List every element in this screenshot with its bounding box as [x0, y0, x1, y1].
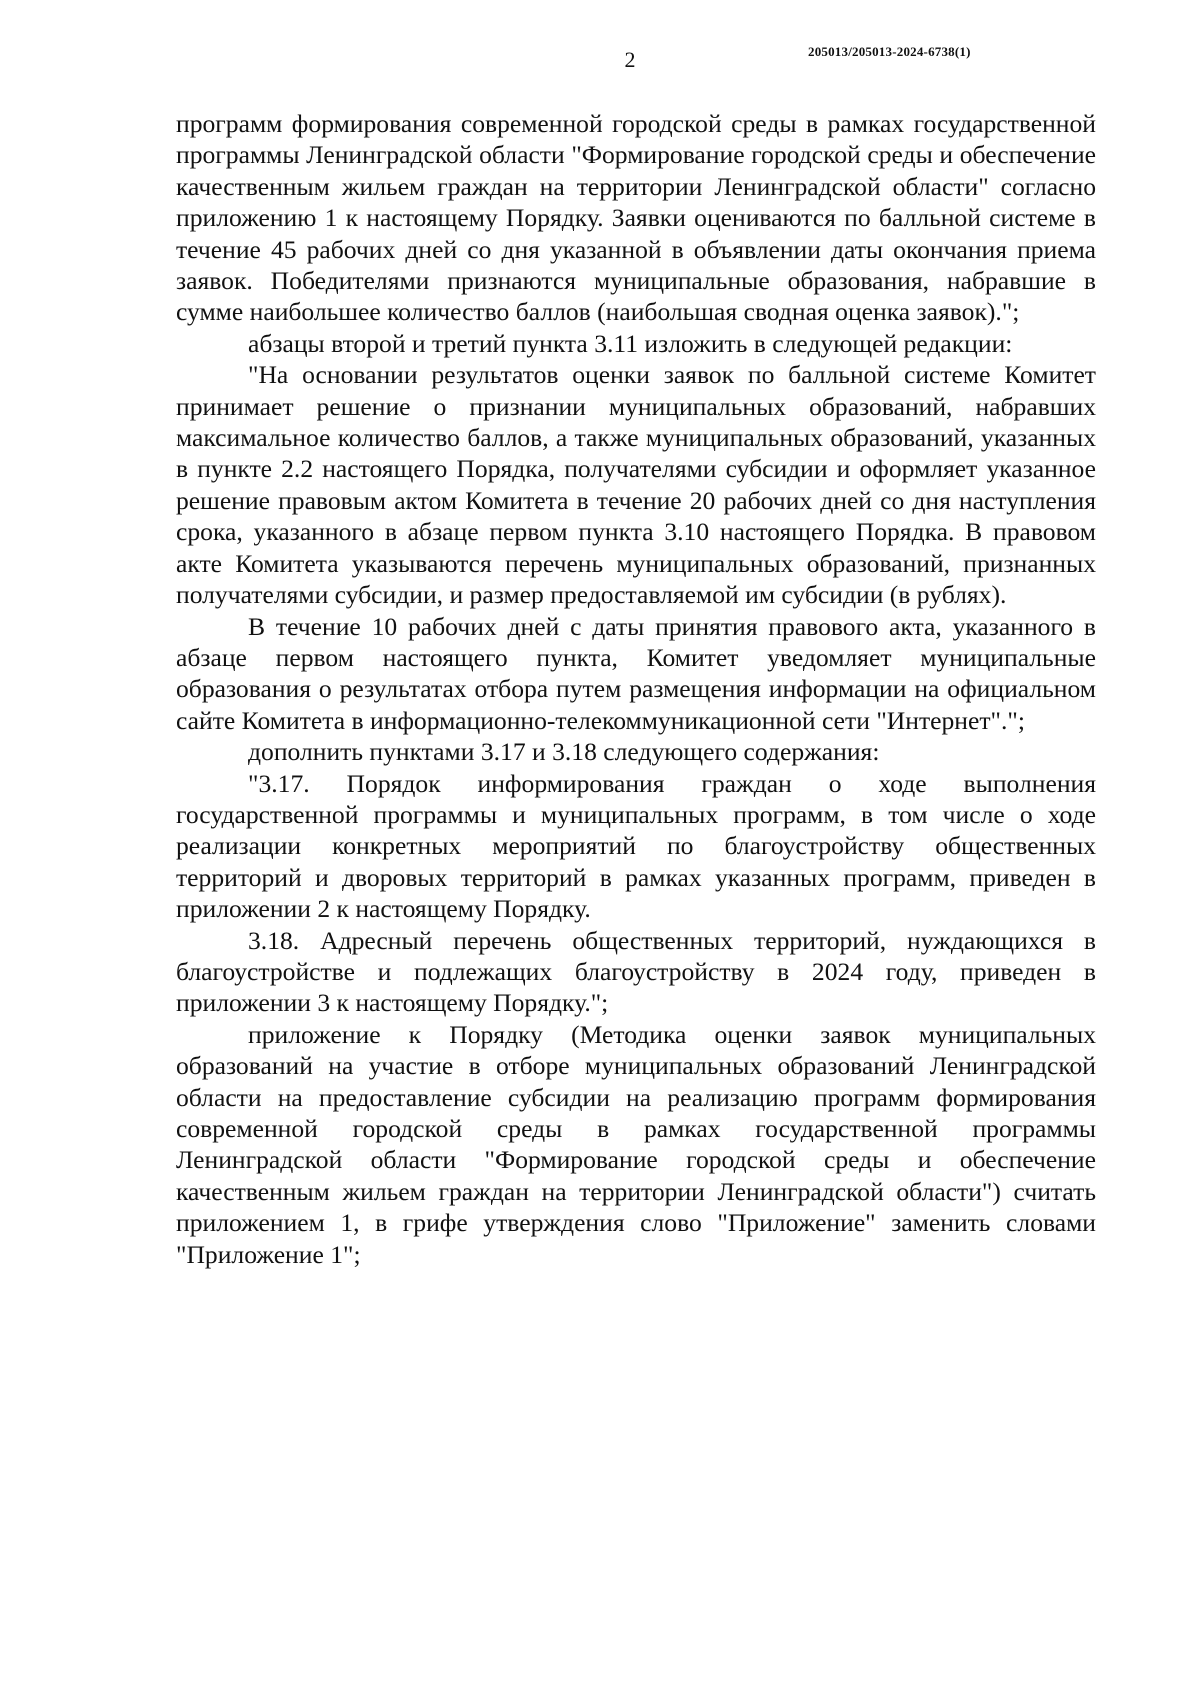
document-id: 205013/205013-2024-6738(1): [808, 44, 971, 59]
paragraph-continuation: программ формирования современной городской среды в рамках государственной программы Ленинградской области "Формирование городской среды и обеспечение качественным жильем граждан на территории Ленинградской области" согласно приложению 1 к настоящему Порядку. Заявки оцениваются по балльной системе в течение 45 рабочих дней со дня указанной в объявлении даты окончания приема заявок. Победителями признаются муниципальные образования, набравшие в сумме наибольшее количество баллов (наибольшая сводная оценка заявок).";: [176, 109, 1096, 327]
paragraph-committee-decision: "На основании результатов оценки заявок по балльной системе Комитет принимает решение о признании муниципальных образований, набравших максимальное количество баллов, а также муниципальных образований, указанных в пункте 2.2 настоящего Порядка, получателями субсидии и оформляет указанное решение правовым актом Комитета в течение 20 рабочих дней со дня наступления срока, указанного в абзаце первом пункта 3.10 настоящего Порядка. В правовом акте Комитета указываются перечень муниципальных образований, признанных получателями субсидии, и размер предоставляемой им субсидии (в рублях).: [176, 360, 1096, 610]
paragraph-appendix: приложение к Порядку (Методика оценки заявок муниципальных образований на участие в отборе муниципальных образований Ленинградской области на предоставление субсидии на реализацию программ формирования современной городской среды в рамках государственной программы Ленинградской области "Формирование городской среды и обеспечение качественным жильем граждан на территории Ленинградской области") считать приложением 1, в грифе утверждения слово "Приложение" заменить словами "Приложение 1";: [176, 1019, 1096, 1269]
paragraph-amendment-3-11: абзацы второй и третий пункта 3.11 изложить в следующей редакции:: [248, 328, 1013, 358]
document-body: [176, 108, 1096, 1270]
paragraph-3-18: 3.18. Адресный перечень общественных территорий, нуждающихся в благоустройстве и подлежащих благоустройству в 2024 году, приведен в приложении 3 к настоящему Порядку.";: [176, 925, 1096, 1018]
paragraph-notification: В течение 10 рабочих дней с даты принятия правового акта, указанного в абзаце первом настоящего пункта, Комитет уведомляет муниципальные образования о результатах отбора путем размещения информации на официальном сайте Комитета в информационно-телекоммуникационной сети "Интернет".";: [176, 611, 1096, 735]
page-number: 2: [624, 47, 636, 72]
paragraph-add-points: дополнить пунктами 3.17 и 3.18 следующего содержания:: [248, 737, 880, 767]
paragraph-3-17: "3.17. Порядок информирования граждан о ходе выполнения государственной программы и муниципальных программ, в том числе о ходе реализации конкретных мероприятий по благоустройству общественных территорий и дворовых территорий в рамках указанных программ, приведен в приложении 2 к настоящему Порядку.: [176, 768, 1096, 924]
